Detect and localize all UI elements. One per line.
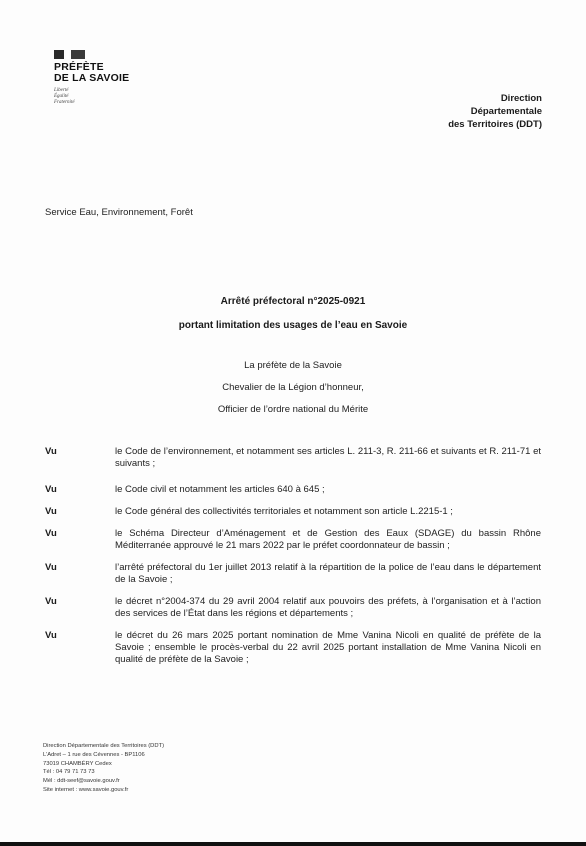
- motto-liberte: Liberté: [54, 88, 69, 93]
- direction-line-3: des Territoires (DDT): [448, 119, 542, 130]
- vu-text: le décret n°2004-374 du 29 avril 2004 relatif aux pouvoirs des préfets, à l’organisation et à l’action des services de l’État dans les régions et départements ;: [115, 596, 541, 619]
- vu-label: Vu: [45, 484, 57, 495]
- vu-item: [45, 630, 541, 666]
- footer-line: L’Adret – 1 rue des Cévennes - BP1106: [43, 751, 145, 758]
- prefecture-logo: [54, 50, 164, 106]
- vu-text: le Schéma Directeur d’Aménagement et de Gestion des Eaux (SDAGE) du bassin Rhône Méditerranée approuvé le 21 mars 2022 par le préfet coordonnateur de bassin ;: [115, 528, 541, 551]
- service-name: Service Eau, Environnement, Forêt: [45, 207, 193, 218]
- footer-line: 73019 CHAMBÉRY Cedex: [43, 760, 112, 767]
- vu-item: [45, 446, 541, 470]
- direction-block: [448, 92, 542, 131]
- footer-line: Direction Départementale des Territoires (DDT): [43, 743, 165, 749]
- vu-text: l’arrêté préfectoral du 1er juillet 2013 relatif à la répartition de la police de l’eau dans le département de la Savoie ;: [115, 562, 541, 585]
- vu-text: le décret du 26 mars 2025 portant nomination de Mme Vanina Nicoli en qualité de préfète de la Savoie ; ensemble le procès-verbal du 22 avril 2025 portant installation de Mme Vanina Nicoli en qualité de préfète de la Savoie ;: [115, 630, 541, 665]
- vu-item: [45, 528, 541, 552]
- direction-line-1: Direction: [500, 93, 542, 104]
- vu-label: Vu: [45, 596, 57, 607]
- vu-list: [45, 446, 541, 666]
- direction-line-2: Départementale: [470, 106, 542, 117]
- republic-motto: [54, 88, 164, 106]
- vu-item: [45, 506, 541, 518]
- vu-label: Vu: [45, 630, 57, 641]
- vu-label: Vu: [45, 446, 57, 457]
- vu-label: Vu: [45, 562, 57, 573]
- vu-label: Vu: [45, 528, 57, 539]
- motto-egalite: Égalité: [54, 94, 69, 99]
- prefete-line-3: Officier de l’ordre national du Mérite: [217, 404, 369, 415]
- marianne-logo-icon: [54, 50, 164, 59]
- scan-bottom-edge: [0, 842, 586, 846]
- decree-title: [0, 290, 586, 338]
- prefete-line-1: La préfète de la Savoie: [244, 360, 342, 371]
- motto-fraternite: Fraternité: [54, 100, 75, 105]
- logo-line-2: DE LA SAVOIE: [54, 72, 130, 84]
- footer-email: Mél : ddt-seef@savoie.gouv.fr: [43, 778, 120, 785]
- prefete-line-2: Chevalier de la Légion d’honneur,: [222, 382, 364, 393]
- vu-item: [45, 596, 541, 620]
- vu-item: [45, 562, 541, 586]
- vu-text: le Code civil et notamment les articles 640 à 645 ;: [115, 484, 325, 495]
- decree-subject: portant limitation des usages de l’eau en Savoie: [178, 320, 408, 331]
- logo-line-1: PRÉFÈTE: [54, 61, 104, 73]
- vu-text: le Code général des collectivités territoriales et notamment son article L.2215-1 ;: [115, 506, 453, 517]
- footer-website: Site internet : www.savoie.gouv.fr: [43, 786, 129, 793]
- vu-text: le Code de l’environnement, et notamment ses articles L. 211-3, R. 211-66 et suivants et R. 211-71 et suivants ;: [115, 446, 541, 469]
- vu-item: [45, 484, 541, 496]
- footer-phone: Tél : 04 79 71 73 73: [43, 769, 95, 776]
- ddt-address-footer: [43, 742, 164, 795]
- vu-label: Vu: [45, 506, 57, 517]
- decree-number: Arrêté préfectoral n°2025-0921: [220, 296, 366, 307]
- prefete-titles: [0, 355, 586, 421]
